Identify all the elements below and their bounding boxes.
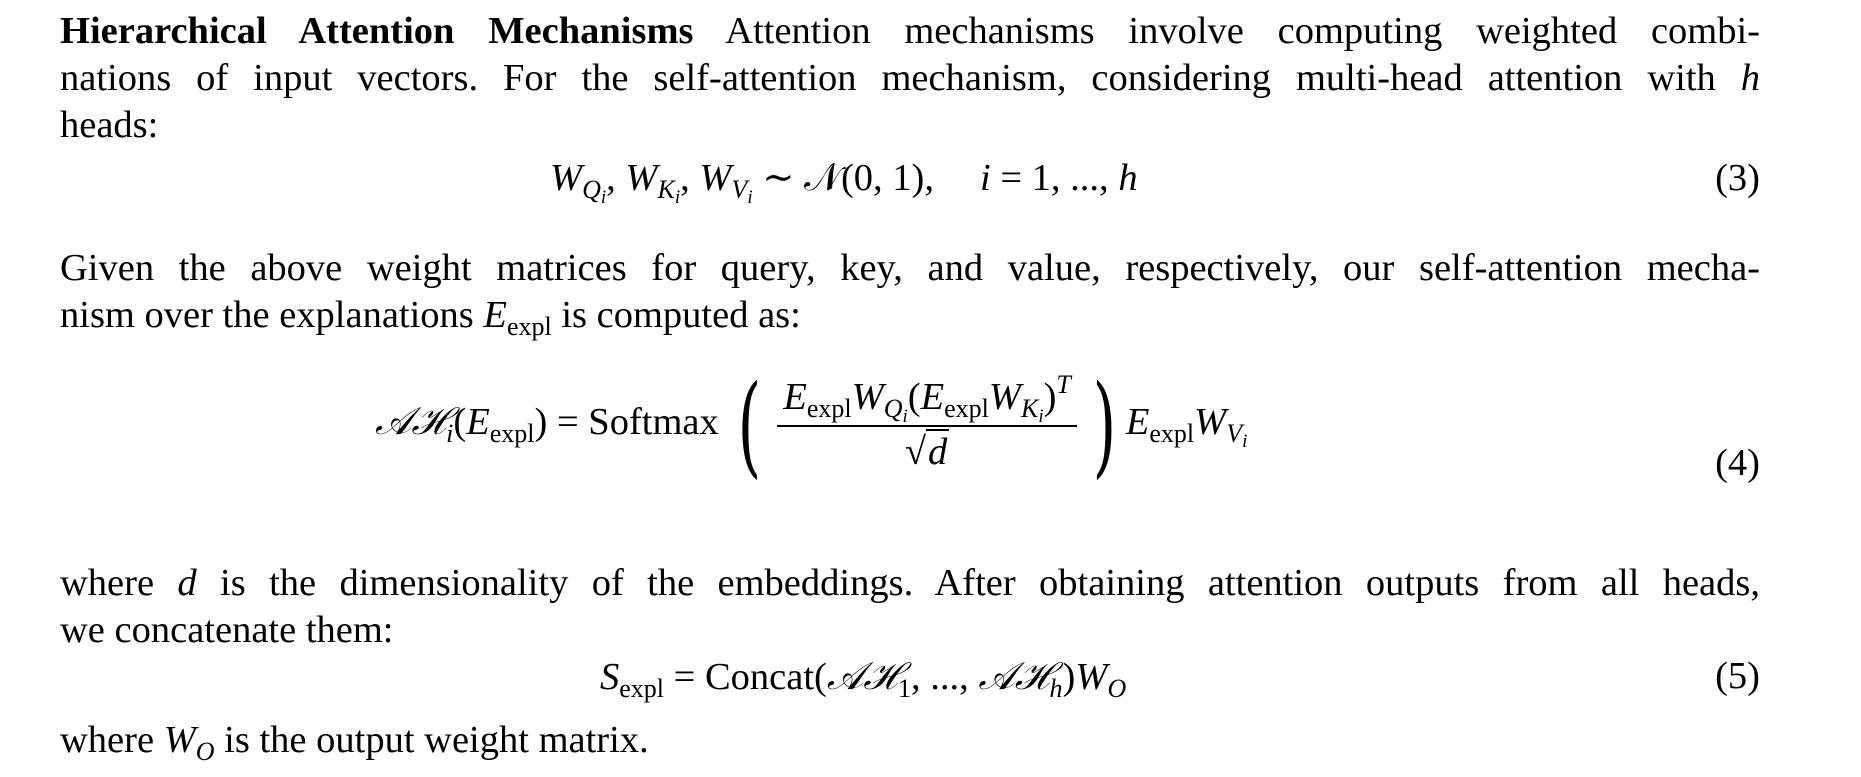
- paragraph-text: heads:: [60, 104, 159, 146]
- equation-3-number: (3): [1715, 157, 1760, 199]
- equation-4-number: (4): [1715, 442, 1760, 484]
- equation-3-body: $W_{Qi}$, $W_{Ki}$, $W_{Vi}$ ∼ 𝒩(0, 1), i = 1, ..., h: [550, 157, 1138, 208]
- paper-page: [60, 0, 1760, 777]
- paragraph-text: nism over the explanations: [60, 294, 484, 336]
- paragraph-text: Attention mechanisms involve computing weighted combi-: [693, 10, 1760, 52]
- paragraph-3-line-2: we concatenate them:: [60, 609, 394, 651]
- paragraph-4: where $W_O$ is the output weight matrix.: [60, 719, 649, 766]
- paragraph-3-line-1: where d is the dimensionality of the embeddings. After obtaining attention outputs from all heads,: [60, 562, 1760, 604]
- paragraph-2-line-2: nism over the explanations $E_{expl}$ is computed as:: [60, 294, 801, 341]
- paragraph-text: Given the above weight matrices for query, key, and value, respectively, our self-attention mecha-: [60, 247, 1760, 289]
- paragraph-text: nations of input vectors. For the self-attention mechanism, considering multi-head attention with: [60, 57, 1741, 99]
- softmax-fraction: $\frac{E_{expl}W_{Qi}(E_{expl}W_{Ki})^T}{√d}$: [777, 374, 1077, 476]
- paragraph-1-line-2: [60, 55, 1760, 102]
- math-var-d: d: [177, 562, 197, 604]
- paragraph-text: is computed as:: [551, 294, 801, 336]
- math-var-h: h: [1740, 57, 1760, 99]
- section-heading: Hierarchical Attention Mechanisms: [60, 10, 694, 52]
- equation-5-body: $S_{expl}$ = Concat(𝒜ℋ$_1$, ..., $𝒜ℋ_h)W_O$: [600, 654, 1127, 703]
- equation-5-number: (5): [1715, 655, 1760, 697]
- paragraph-1-line-1: [60, 8, 1760, 55]
- equation-4: [60, 361, 1760, 510]
- paragraph-2-line-1: [60, 245, 1760, 292]
- equation-4-body: $𝒜ℋ_i(E_{expl})$ = Softmax ( $\frac{E_{expl}W_{Qi}(E_{expl}W_{Ki})^T}{√d}$ ) $E_{expl}W_{Vi}$: [375, 361, 1248, 489]
- paragraph-1-line-3: [60, 102, 1760, 149]
